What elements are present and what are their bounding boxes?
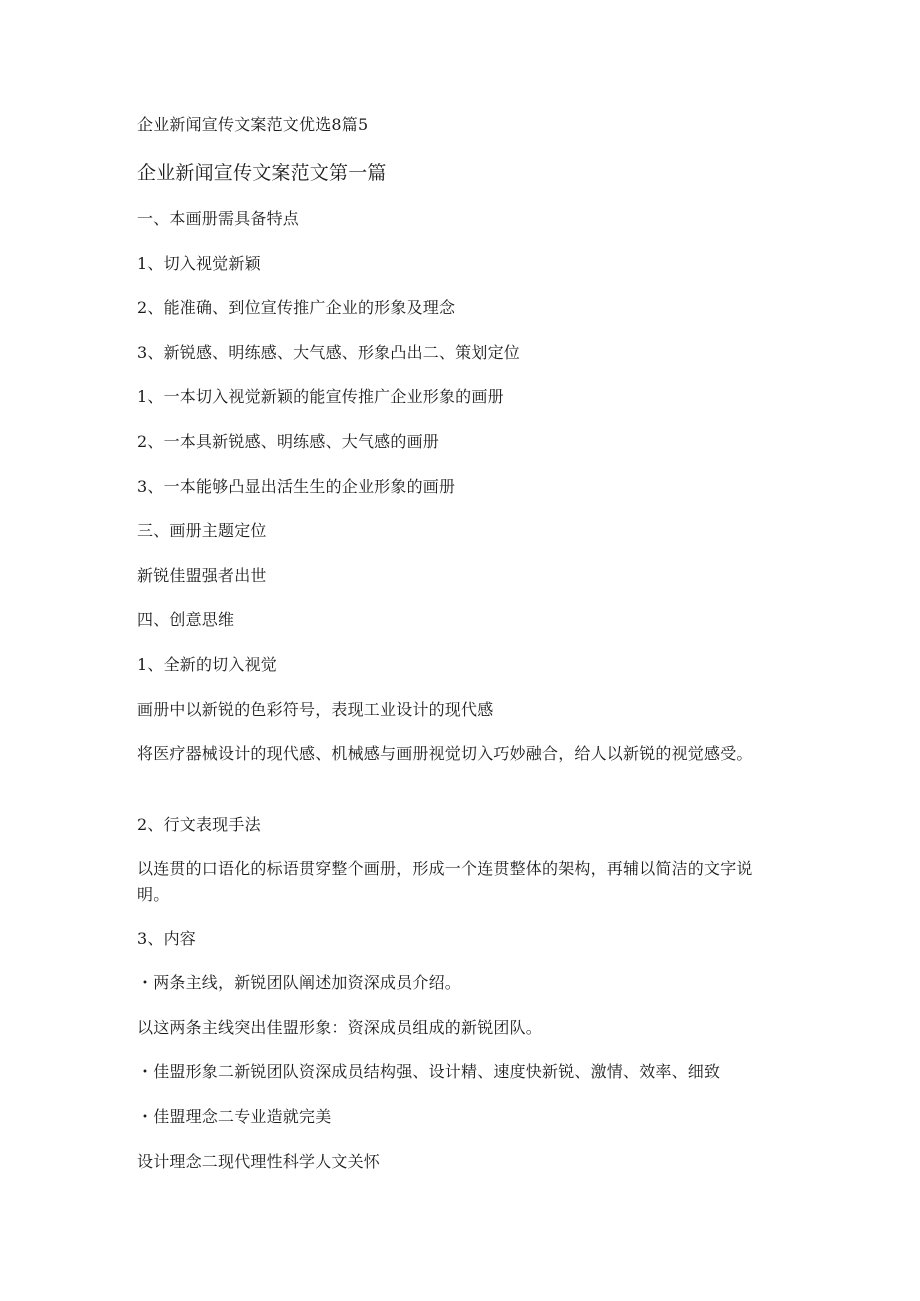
paragraph: 设计理念二现代理性科学人文关怀 (137, 1152, 381, 1171)
paragraph: 四、创意思维 (137, 610, 235, 629)
paragraph: 1、切入视觉新颖 (137, 254, 261, 273)
list-item: ・佳盟理念二专业造就完美 (137, 1107, 332, 1126)
paragraph: 新锐佳盟强者出世 (137, 566, 267, 585)
paragraph: 1、全新的切入视觉 (137, 655, 277, 674)
paragraph: 2、行文表现手法 (137, 815, 261, 834)
paragraph: 3、一本能够凸显出活生生的企业形象的画册 (137, 477, 456, 496)
paragraph: 2、能准确、到位宣传推广企业的形象及理念 (137, 298, 456, 317)
paragraph: 画册中以新锐的色彩符号，表现工业设计的现代感 (137, 700, 494, 719)
paragraph: 以连贯的口语化的标语贯穿整个画册，形成一个连贯整体的架构，再辅以简洁的文字说明。 (137, 859, 753, 904)
paragraph: 2、一本具新锐感、明练感、大气感的画册 (137, 432, 439, 451)
paragraph: 3、新锐感、明练感、大气感、形象凸出二、策划定位 (137, 343, 520, 362)
paragraph: 三、画册主题定位 (137, 521, 267, 540)
section-title: 企业新闻宣传文案范文第一篇 (137, 162, 387, 184)
paragraph: 将医疗器械设计的现代感、机械感与画册视觉切入巧妙融合，给人以新锐的视觉感受。 (137, 744, 753, 763)
paragraph: 1、一本切入视觉新颖的能宣传推广企业形象的画册 (137, 387, 504, 406)
document-title: 企业新闻宣传文案范文优选8篇5 (137, 115, 369, 134)
list-item: ・佳盟形象二新锐团队资深成员结构强、设计精、速度快新锐、激情、效率、细致 (137, 1062, 721, 1081)
paragraph: 3、内容 (137, 929, 196, 948)
paragraph: 一、本画册需具备特点 (137, 209, 300, 228)
list-item: ・两条主线，新锐团队阐述加资深成员介绍。 (137, 973, 462, 992)
paragraph: 以这两条主线突出佳盟形象：资深成员组成的新锐团队。 (137, 1018, 543, 1037)
